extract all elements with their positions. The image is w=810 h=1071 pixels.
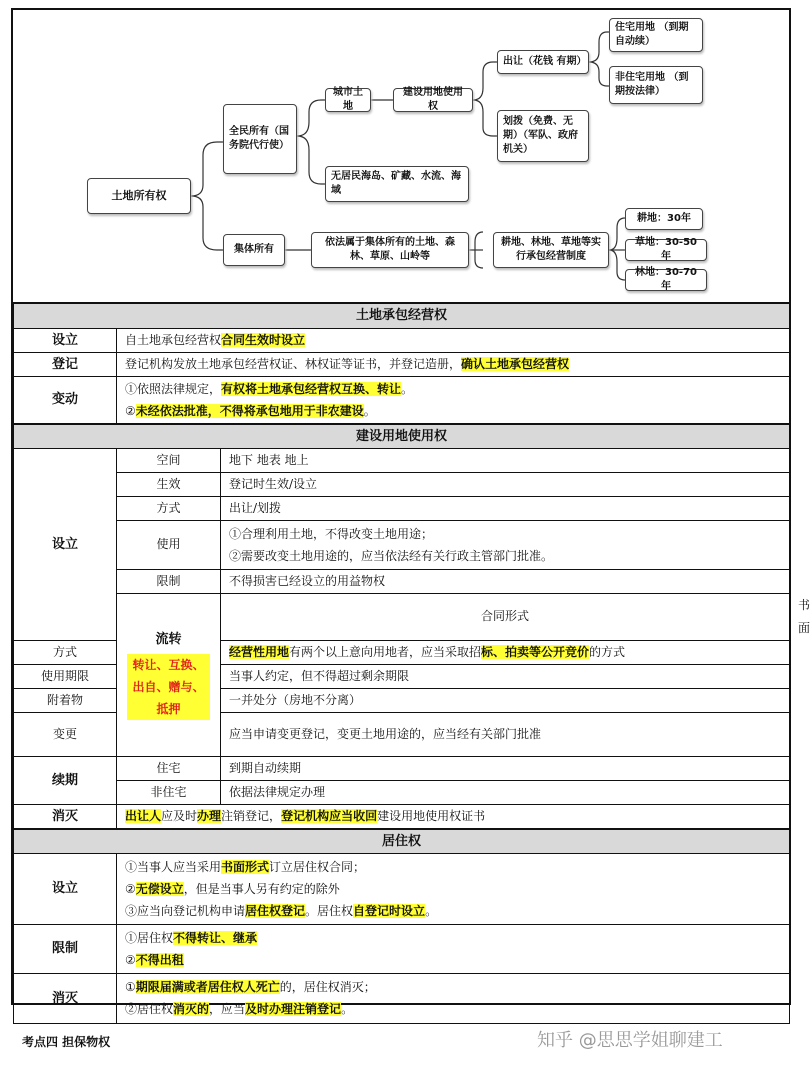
node-collective-land-types: 依法属于集体所有的土地、森林、草原、山岭等 [311, 232, 469, 268]
row-value: ①当事人应当采用书面形式订立居住权合同； ②无偿设立，但是当事人另有约定的除外 ③应当向登记机构申请居住权登记。居住权自登记时设立。 [117, 853, 790, 924]
land-ownership-diagram [13, 10, 789, 304]
row-label: 续期 [14, 756, 117, 804]
table-row [14, 352, 790, 376]
row-value: 不得损害已经设立的用益物权 [221, 569, 790, 593]
row-label: 设立 [14, 853, 117, 924]
row-label: 限制 [14, 924, 117, 973]
section-title-construction: 建设用地使用权 [14, 424, 790, 449]
table-row [14, 804, 790, 829]
node-collective-owned: 集体所有 [223, 234, 285, 266]
row-value: ①合理利用土地，不得改变土地用途； ②需要改变土地用途的，应当依法经有关行政主管部门批准。 [221, 520, 790, 569]
watermark: 知乎 @思思学姐聊建工 [537, 1030, 723, 1051]
table-row [14, 973, 790, 1023]
row-value: 自土地承包经营权合同生效时设立 [117, 328, 790, 352]
row-value: ①期限届满或者居住权人死亡的，居住权消灭； ②居住权消灭的，应当及时办理注销登记。 [117, 973, 790, 1023]
node-islands-minerals: 无居民海岛、矿藏、水流、海域 [325, 166, 469, 202]
row-label-flow: 流转 转让、互换、出自、赠与、抵押 [117, 593, 221, 756]
node-construction-land-right: 建设用地使用权 [393, 88, 473, 112]
sub-label: 生效 [117, 472, 221, 496]
sub-label: 变更 [14, 712, 117, 756]
row-value: 出让/划拨 [221, 496, 790, 520]
node-allocation: 划拨（免费、无期）（军队、政府机关） [497, 110, 589, 162]
node-state-owned: 全民所有（国务院代行使） [223, 104, 297, 174]
node-residential-land: 住宅用地 （到期自动续） [609, 18, 703, 52]
section-heading-guarantee: 考点四 担保物权 [22, 1035, 111, 1049]
node-nonresidential-land: 非住宅用地 （到期按法律） [609, 66, 703, 104]
table-row [14, 756, 790, 780]
sub-label: 方式 [14, 640, 117, 664]
section-title-contract: 土地承包经营权 [14, 304, 790, 328]
sub-label: 附着物 [14, 688, 117, 712]
row-label: 消灭 [14, 804, 117, 829]
node-forest-term: 林地：30-70年 [625, 269, 707, 291]
node-farmland-term: 耕地：30年 [625, 208, 703, 230]
section-title-residence: 居住权 [14, 829, 790, 854]
row-label: 变动 [14, 376, 117, 424]
table-row [14, 376, 790, 424]
row-value: 登记时生效/设立 [221, 472, 790, 496]
row-value: 登记机构发放土地承包经营权证、林权证等证书，并登记造册，确认土地承包经营权 [117, 352, 790, 376]
node-contract-system: 耕地、林地、草地等实行承包经营制度 [493, 232, 609, 268]
row-label: 消灭 [14, 973, 117, 1023]
node-land-ownership: 土地所有权 [87, 178, 191, 214]
sub-label: 方式 [117, 496, 221, 520]
node-transfer-sell: 出让（花钱 有期） [497, 50, 589, 74]
flow-note: 转让、互换、出自、赠与、抵押 [127, 654, 210, 720]
row-value: ①依照法律规定，有权将土地承包经营权互换、转让。 ②未经依法批准，不得将承包地用于非农建设。 [117, 376, 790, 424]
sub-label: 空间 [117, 448, 221, 472]
row-label: 设立 [14, 328, 117, 352]
row-label: 登记 [14, 352, 117, 376]
row-value: 到期自动续期 [221, 756, 790, 780]
table-row [14, 853, 790, 924]
row-value: 应当申请变更登记，变更土地用途的，应当经有关部门批准 [221, 712, 790, 756]
row-label: 设立 [14, 448, 117, 640]
row-value: 依据法律规定办理 [221, 780, 790, 804]
table-row [14, 924, 790, 973]
table-row [14, 448, 790, 472]
row-value: 地下 地表 地上 [221, 448, 790, 472]
sub-label: 合同形式 [221, 593, 790, 640]
table-row [14, 780, 790, 804]
sub-label: 使用 [117, 520, 221, 569]
node-grassland-term: 草地：30-50年 [625, 239, 707, 261]
row-value: 一并处分（房地不分离） [221, 688, 790, 712]
table-row [14, 496, 790, 520]
sub-label: 限制 [117, 569, 221, 593]
row-value: 经营性用地有两个以上意向用地者，应当采取招标、拍卖等公开竞价的方式 [221, 640, 790, 664]
row-value: ①居住权不得转让、继承 ②不得出租 [117, 924, 790, 973]
sub-label: 住宅 [117, 756, 221, 780]
table-row [14, 520, 790, 569]
table-row [14, 328, 790, 352]
property-rights-table [13, 304, 810, 1024]
document-frame [11, 8, 810, 1016]
node-urban-land: 城市土地 [325, 88, 371, 112]
row-value: 当事人约定，但不得超过剩余期限 [221, 664, 790, 688]
sub-label: 非住宅 [117, 780, 221, 804]
table-row [14, 472, 790, 496]
table-row [14, 569, 790, 593]
row-value: 出让人应及时办理注销登记，登记机构应当收回建设用地使用权证书 [117, 804, 790, 829]
table-row: 流转 转让、互换、出自、赠与、抵押 合同形式 书面 [14, 593, 790, 640]
sub-label: 使用期限 [14, 664, 117, 688]
